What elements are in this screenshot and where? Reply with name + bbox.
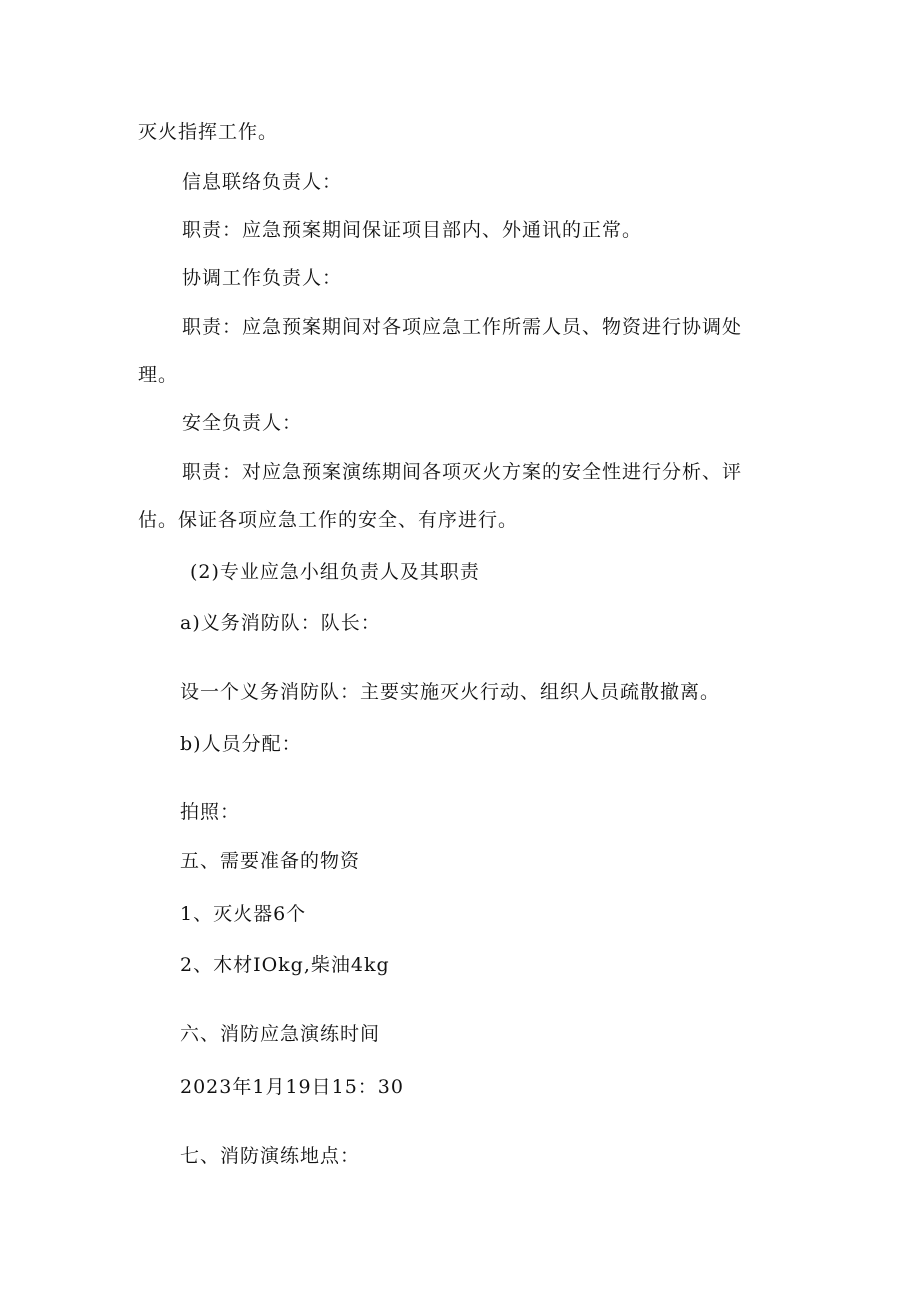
text-line-7: 安全负责人： (182, 412, 303, 434)
text-line-2: 信息联络负责人： (182, 171, 343, 193)
text-line-17: 2、木材IOkg,柴油4kg (180, 954, 390, 976)
text-line-16: 1、灭火器6个 (180, 903, 307, 925)
text-line-20: 七、消防演练地点： (180, 1145, 361, 1167)
text-line-6: 理。 (138, 364, 179, 386)
text-line-5: 职责：应急预案期间对各项应急工作所需人员、物资进行协调处 (182, 316, 741, 338)
text-line-12: 设一个义务消防队：主要实施灭火行动、组织人员疏散撤离。 (180, 681, 721, 703)
text-line-3: 职责：应急预案期间保证项目部内、外通讯的正常。 (182, 219, 643, 241)
text-line-15: 五、需要准备的物资 (180, 850, 361, 872)
text-line-14: 拍照： (180, 801, 241, 823)
text-line-19: 2023年1月19日15：30 (180, 1076, 404, 1098)
text-line-13: b)人员分配： (180, 733, 302, 755)
text-line-10: (2)专业应急小组负责人及其职责 (190, 561, 480, 583)
text-line-4: 协调工作负责人： (182, 267, 343, 289)
text-line-18: 六、消防应急演练时间 (180, 1023, 381, 1045)
text-line-11: a)义务消防队：队长： (180, 612, 381, 634)
text-line-9: 估。保证各项应急工作的安全、有序进行。 (138, 509, 519, 531)
text-line-8: 职责：对应急预案演练期间各项灭火方案的安全性进行分析、评 (182, 461, 741, 483)
text-line-1: 灭火指挥工作。 (138, 121, 279, 143)
